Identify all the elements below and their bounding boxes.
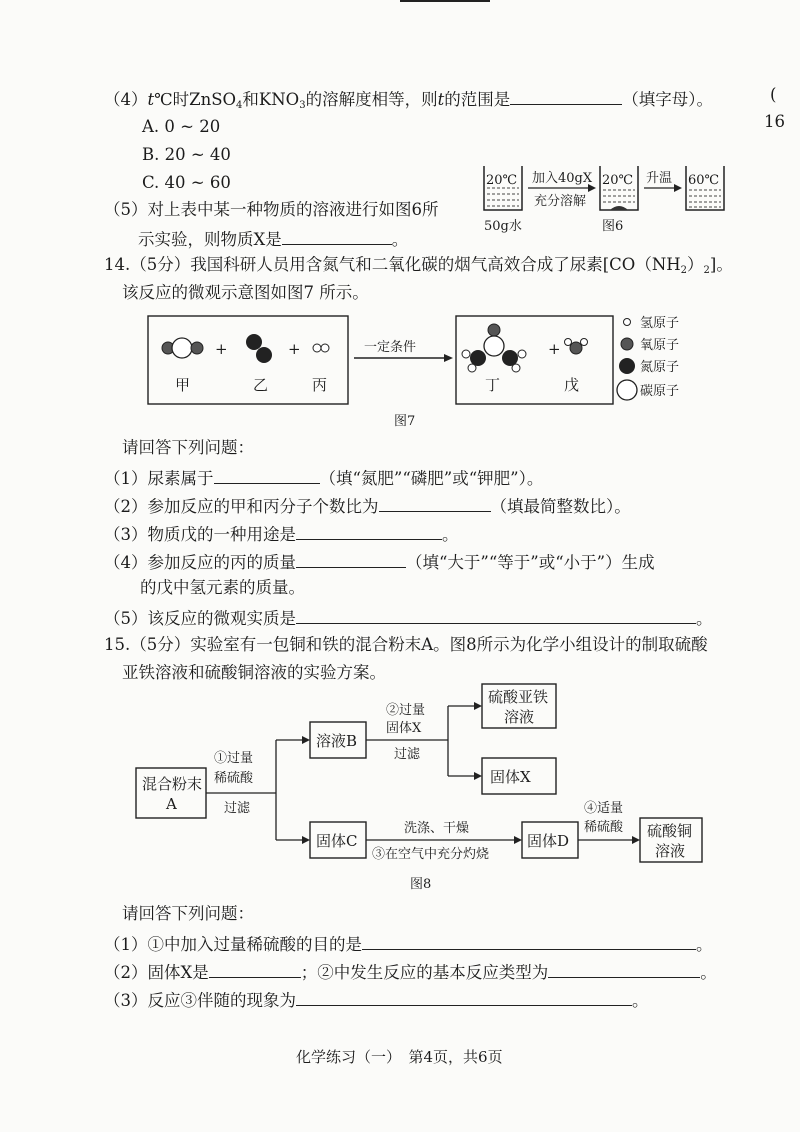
legend	[617, 319, 637, 401]
option-a: A. 0 ~ 20	[142, 117, 221, 136]
q15-prompt: 请回答下列问题：	[122, 904, 254, 923]
q15-line1: 15.（5分）实验室有一包铜和铁的混合粉末A。图8所示为化学小组设计的制取硫酸	[104, 635, 708, 654]
svg-text:A: A	[166, 795, 177, 813]
figure-6-caption: 图6	[602, 219, 624, 234]
answer-blank[interactable]	[296, 987, 632, 1006]
option-c: C. 40 ~ 60	[142, 173, 231, 192]
top-edge-mark	[400, 0, 490, 8]
label-wu: 戊	[564, 376, 580, 394]
beaker-3-temp: 60℃	[688, 173, 720, 188]
q13-part4: （4）t℃时ZnSO$_4$和$KNO_3$的溶解度相等，则t的范围是 （填字母）。	[104, 86, 713, 117]
svg-text:①过量: ①过量	[214, 751, 254, 766]
beaker-1-temp: 20℃	[486, 173, 518, 188]
svg-text:溶液: 溶液	[504, 708, 535, 726]
q15-part2: （2）固体X是 ；②中发生反应的基本反应类型为 。	[104, 959, 717, 984]
legend-carbon: 碳原子	[640, 384, 680, 399]
label-bing: 丙	[312, 376, 328, 394]
answer-blank[interactable]	[214, 465, 320, 484]
figure-8	[128, 676, 708, 896]
legend-oxygen: 氧原子	[640, 338, 680, 353]
q13-part5-line1: （5）对上表中某一种物质的溶液进行如图6所	[104, 200, 439, 219]
svg-text:③在空气中充分灼烧: ③在空气中充分灼烧	[372, 847, 490, 862]
label-ding: 丁	[485, 376, 501, 394]
q14-part2: （2）参加反应的甲和丙分子个数比为 （填最简整数比）。	[104, 493, 631, 518]
beaker-1-label: 50g水	[484, 219, 522, 234]
legend-hydrogen: 氢原子	[640, 316, 680, 331]
svg-text:②过量: ②过量	[386, 703, 426, 718]
answer-blank[interactable]	[548, 959, 700, 978]
arrow1-top: 加入40gX	[532, 171, 593, 186]
q14-line2: 该反应的微观示意图如图7 所示。	[122, 283, 369, 302]
molecule-yi	[246, 334, 272, 363]
answer-blank[interactable]	[510, 86, 622, 105]
reaction-condition: 一定条件	[364, 340, 417, 355]
plus-1: +	[215, 340, 228, 358]
option-b: B. 20 ~ 40	[142, 145, 231, 164]
q14-part4: （4）参加反应的丙的质量 （填“大于”“等于”或“小于”）生成	[104, 549, 655, 574]
svg-text:固体X: 固体X	[386, 721, 422, 736]
svg-text:过滤: 过滤	[224, 801, 251, 816]
answer-blank[interactable]	[282, 226, 392, 245]
q14-line1: 14.（5分）我国科研人员用含氮气和二氧化碳的烟气高效合成了尿素$[CO(NH_2)_2]$。	[104, 255, 733, 276]
q15-part3: （3）反应③伴随的现象为 。	[104, 987, 649, 1012]
answer-blank[interactable]	[379, 493, 491, 512]
figure-6	[478, 160, 738, 240]
beaker-2-temp: 20℃	[602, 173, 634, 188]
svg-text:过滤: 过滤	[394, 747, 421, 762]
answer-blank[interactable]	[209, 959, 301, 978]
q13-part5-line2: 示实验，则物质X是 。	[138, 226, 408, 251]
answer-blank[interactable]	[296, 605, 696, 624]
label-yi: 乙	[253, 376, 269, 394]
q14-part5: （5）该反应的微观实质是 。	[104, 605, 713, 630]
svg-text:硫酸亚铁: 硫酸亚铁	[488, 688, 549, 706]
q14-part4-cont: 的戊中氢元素的质量。	[140, 578, 305, 597]
arrow1-bottom: 充分溶解	[534, 194, 587, 209]
q14-part3: （3）物质戊的一种用途是 。	[104, 521, 459, 546]
molecule-ding	[462, 324, 526, 372]
svg-text:固体X: 固体X	[490, 768, 531, 786]
q15-line2: 亚铁溶液和硫酸铜溶液的实验方案。	[122, 663, 386, 682]
plus-2: +	[288, 340, 301, 358]
answer-blank[interactable]	[296, 549, 406, 568]
q14-prompt: 请回答下列问题：	[122, 438, 254, 457]
label-jia: 甲	[175, 376, 191, 394]
figure-8-caption: 图8	[410, 877, 432, 892]
q14-part1: （1）尿素属于 （填“氮肥”“磷肥”或“钾肥”）。	[104, 465, 543, 490]
figure-7-caption: 图7	[394, 414, 416, 429]
page-footer: 化学练习（一） 第4页，共6页	[296, 1048, 503, 1066]
figure-7	[140, 308, 720, 443]
svg-text:硫酸铜: 硫酸铜	[647, 822, 693, 840]
margin-paren: (	[770, 85, 777, 104]
molecule-jia	[162, 338, 203, 358]
svg-text:固体C: 固体C	[316, 832, 358, 850]
molecule-wu	[565, 339, 588, 355]
svg-text:溶液B: 溶液B	[316, 732, 358, 750]
svg-text:混合粉末: 混合粉末	[142, 775, 203, 793]
svg-text:④适量: ④适量	[584, 801, 624, 816]
molecule-bing	[313, 344, 329, 352]
svg-text:洗涤、干燥: 洗涤、干燥	[404, 821, 470, 836]
margin-number: 16	[764, 112, 785, 131]
svg-text:稀硫酸: 稀硫酸	[214, 771, 254, 786]
plus-3: +	[548, 340, 561, 358]
svg-text:稀硫酸: 稀硫酸	[584, 820, 624, 835]
legend-nitrogen: 氮原子	[640, 360, 680, 375]
answer-blank[interactable]	[296, 521, 442, 540]
svg-text:固体D: 固体D	[527, 832, 570, 850]
q15-part1: （1）①中加入过量稀硫酸的目的是 。	[104, 931, 713, 956]
svg-text:溶液: 溶液	[655, 842, 686, 860]
answer-blank[interactable]	[362, 931, 696, 950]
arrow2-top: 升温	[646, 171, 673, 186]
